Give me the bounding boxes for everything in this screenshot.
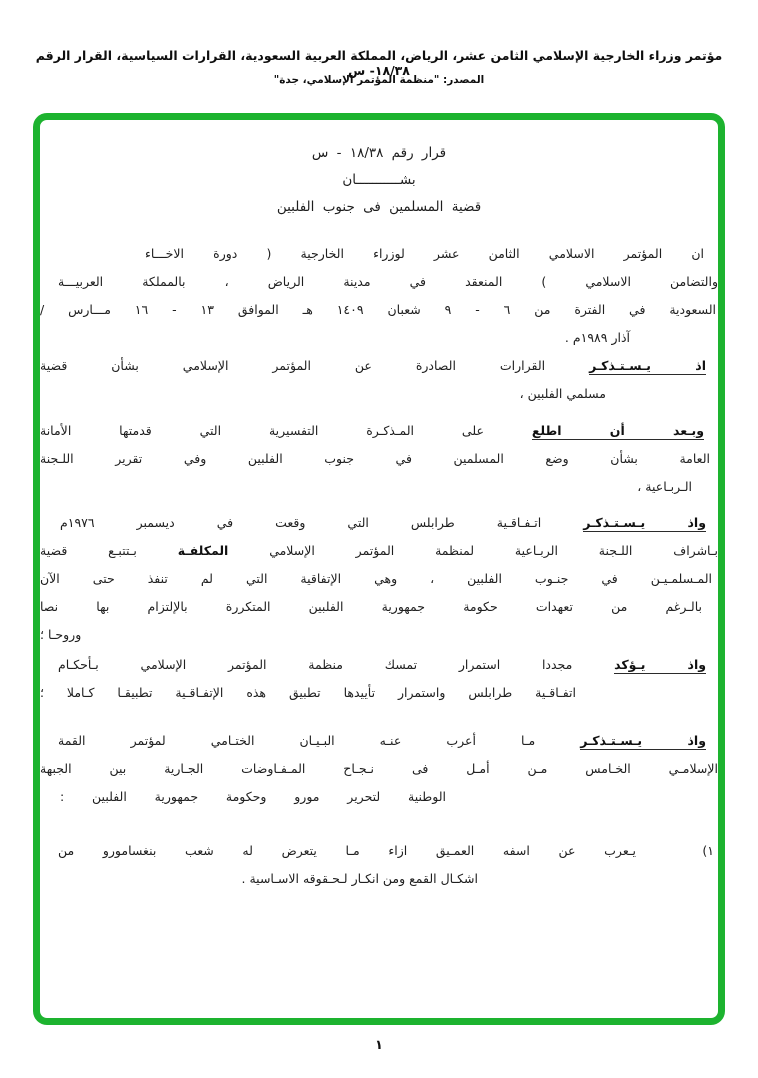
- line-text: على المـذكـرة التفسيرية التي قدمتها الأمانة: [40, 423, 484, 438]
- document-source-line: المصدر: "منظمة المؤتمر الإسلامي، جدة": [273, 74, 485, 86]
- item-number: ١): [702, 843, 714, 858]
- text-line: اتفـاقـية طرابلس واستمرار تأييدها تطبيق هذه الإتفـاقـية تطبيقـا كـاملا ؛: [40, 685, 576, 700]
- line-text: بـتتبـع قضية: [40, 543, 137, 558]
- resolution-regarding-line: بشـــــــــــان: [342, 172, 416, 188]
- text-line: الـربـاعية ،: [637, 479, 692, 494]
- operative-item-1: [40, 837, 718, 893]
- paragraph-reaffirming: [40, 651, 718, 707]
- resolution-subject-line: قضية المسلمين فى جنوب الفلبين: [276, 199, 482, 215]
- line-text: مجددا استمرار تمسك منظمة المؤتمر الإسلامي بـأحكـام: [58, 657, 573, 672]
- text-line: ان المؤتمر الاسلامي الثامن عشر لوزراء الخارجية ( دورة الاخـــاء: [145, 246, 704, 261]
- underlined-lead-phrase: واذ يـسـتـذكـر: [583, 515, 706, 530]
- line-text: اتـفـاقـية طرابلس التي وقعت في ديسمبر ١٩٧٦م: [60, 515, 542, 530]
- underlined-lead-phrase: اذ يـسـتـذكـر: [589, 358, 706, 373]
- paragraph-recalling-resolutions: [40, 352, 718, 408]
- text-line: [40, 651, 718, 679]
- resolution-number-line: قرار رقم ١٨/٣٨ - س: [311, 145, 447, 161]
- line-text: القرارات الصادرة عن المؤتمر الإسلامي بشأن قضية: [40, 358, 546, 373]
- text-line: العامة بشأن وضع المسلمين في جنوب الفلبين وفي تقرير اللـجنة: [40, 451, 710, 466]
- line-text: مـا أعرب عنـه البـيـان الختـامي لمؤتمر القمة: [58, 733, 536, 748]
- text-line: آذار ١٩٨٩م .: [564, 330, 630, 345]
- text-line: [40, 727, 718, 755]
- text-line: مسلمي الفلبين ،: [519, 386, 606, 401]
- text-line: يـعرب عن اسفه العمـيق ازاء مـا يتعرض له شعب بنغسامورو من: [58, 843, 636, 858]
- text-line: اشكـال القمع ومن انكـار لـحـقوقه الاسـاسية .: [241, 871, 478, 886]
- text-line: [40, 352, 718, 380]
- underlined-lead-phrase: وبـعد أن اطلع: [531, 423, 704, 438]
- resolution-title-block: [40, 140, 718, 221]
- paragraph-recalling-communique: [40, 727, 718, 811]
- text-line: الإسلامـي الخـامس مـن أمـل فى نـجـاح المـفـاوضات الجـارية بين الجبهة: [40, 761, 718, 776]
- text-line: [40, 509, 718, 537]
- paragraph-having-reviewed: [40, 417, 718, 501]
- text-line: والتضامن الاسلامي ) المنعقد في مدينة الرياض ، بالمملكة العربيـــة: [58, 274, 718, 289]
- text-line: الوطنية لتحرير مورو وحكومة جمهورية الفلبين :: [60, 789, 446, 804]
- paragraph-preamble: [40, 240, 718, 352]
- text-line: المـسلمـيـن في جنـوب الفلبين ، وهي الإتفاقية التي لم تنفذ حتى الآن: [40, 571, 712, 586]
- text-line: [40, 417, 718, 445]
- text-line: بالـرغم من تعهدات حكومة جمهورية الفلبين المتكررة بالإلتزام بها نصا: [40, 599, 702, 614]
- text-line: وروحـا ؛: [40, 627, 82, 642]
- line-text: بـاشراف اللـجنة الربـاعية لمنظمة المؤتمر الإسلامي: [269, 543, 718, 558]
- underlined-lead-phrase: واذ يـؤكد: [614, 657, 706, 672]
- document-citation-header: مؤتمر وزراء الخارجية الإسلامي الثامن عشر، الرياض، المملكة العربية السعودية، القرارات السياسية، القرار الرقم ١٨/٣٨- س: [35, 48, 723, 78]
- bold-word: المكلفـة: [177, 543, 229, 558]
- item-text-block: [40, 837, 668, 893]
- page-number: ١: [375, 1038, 383, 1053]
- paragraph-recalling-tripoli: [40, 509, 718, 649]
- underlined-lead-phrase: واذ يـسـتـذكـر: [580, 733, 706, 748]
- text-line: السعودية في الفترة من ٦ - ٩ شعبان ١٤٠٩ هـ الموافق ١٣ - ١٦ مـــارس /: [40, 302, 717, 317]
- text-line: [40, 537, 718, 565]
